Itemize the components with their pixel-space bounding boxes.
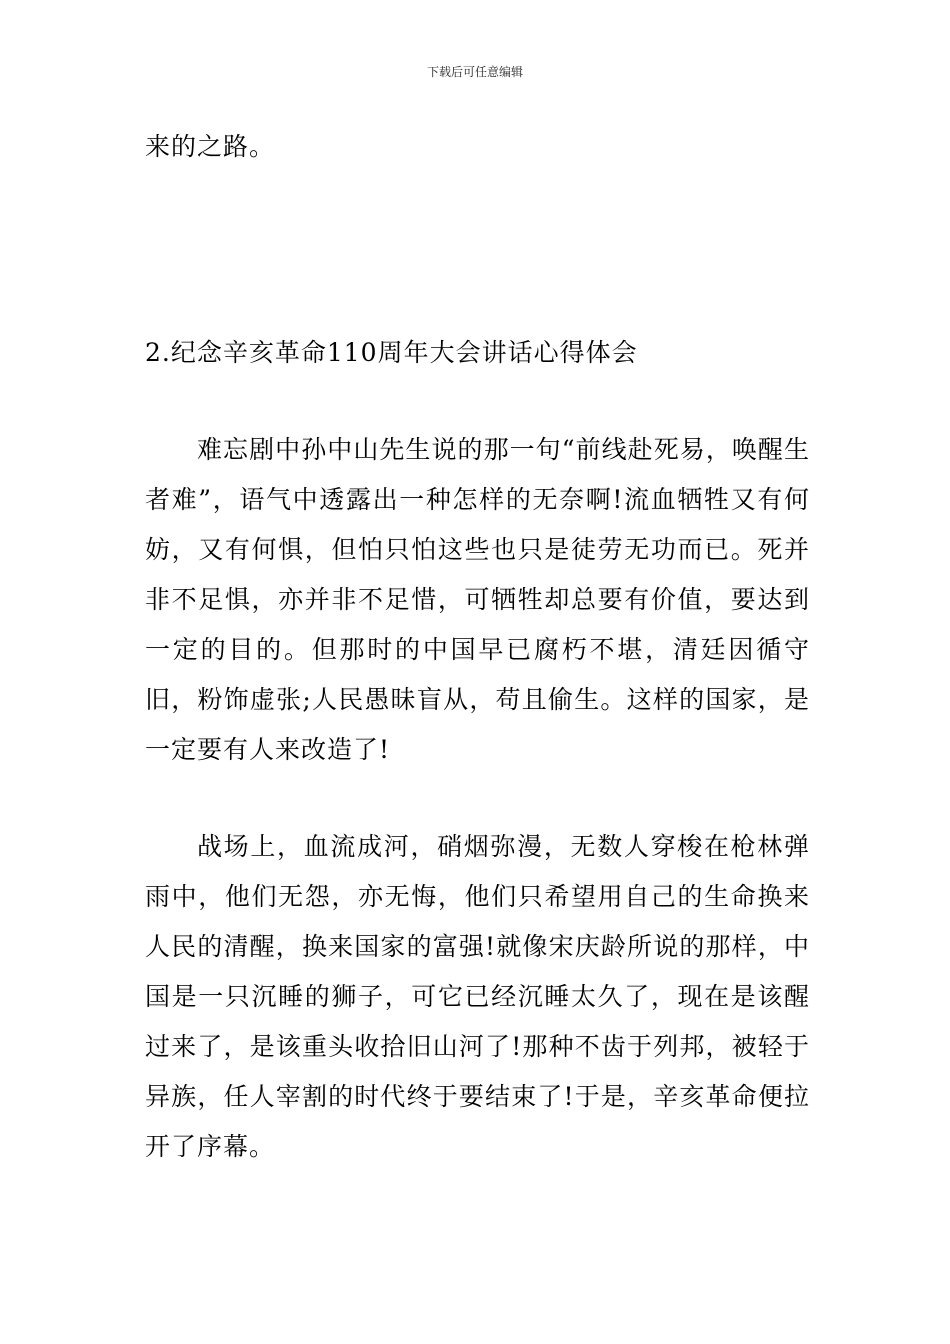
paragraph-2: 战场上，血流成河，硝烟弥漫，无数人穿梭在枪林弹雨中，他们无怨，亦无悔，他们只希望用自己的生命换来人民的清醒，换来国家的富强!就像宋庆龄所说的那样，中国是一只沉睡的狮子，可它已经沉睡太久了，现在是该醒过来了，是该重头收拾旧山河了!那种不齿于列邦，被轻于异族，任人宰割的时代终于要结束了!于是，辛亥革命便拉开了序幕。 — [145, 832, 810, 1161]
paragraph-1: 难忘剧中孙中山先生说的那一句“前线赴死易，唤醒生者难”，语气中透露出一种怎样的无奈啊!流血牺牲又有何妨，又有何惧，但怕只怕这些也只是徒劳无功而已。死并非不足惧，亦并非不足惜，可牺牲却总要有价值，要达到一定的目的。但那时的中国早已腐朽不堪，清廷因循守旧，粉饰虚张;人民愚昧盲从，苟且偷生。这样的国家，是一定要有人来改造了! — [145, 435, 810, 764]
page-header-note: 下载后可任意编辑 — [426, 65, 523, 79]
continuation-text: 来的之路。 — [145, 132, 276, 161]
section-heading: 2.纪念辛亥革命110周年大会讲话心得体会 — [145, 338, 638, 367]
